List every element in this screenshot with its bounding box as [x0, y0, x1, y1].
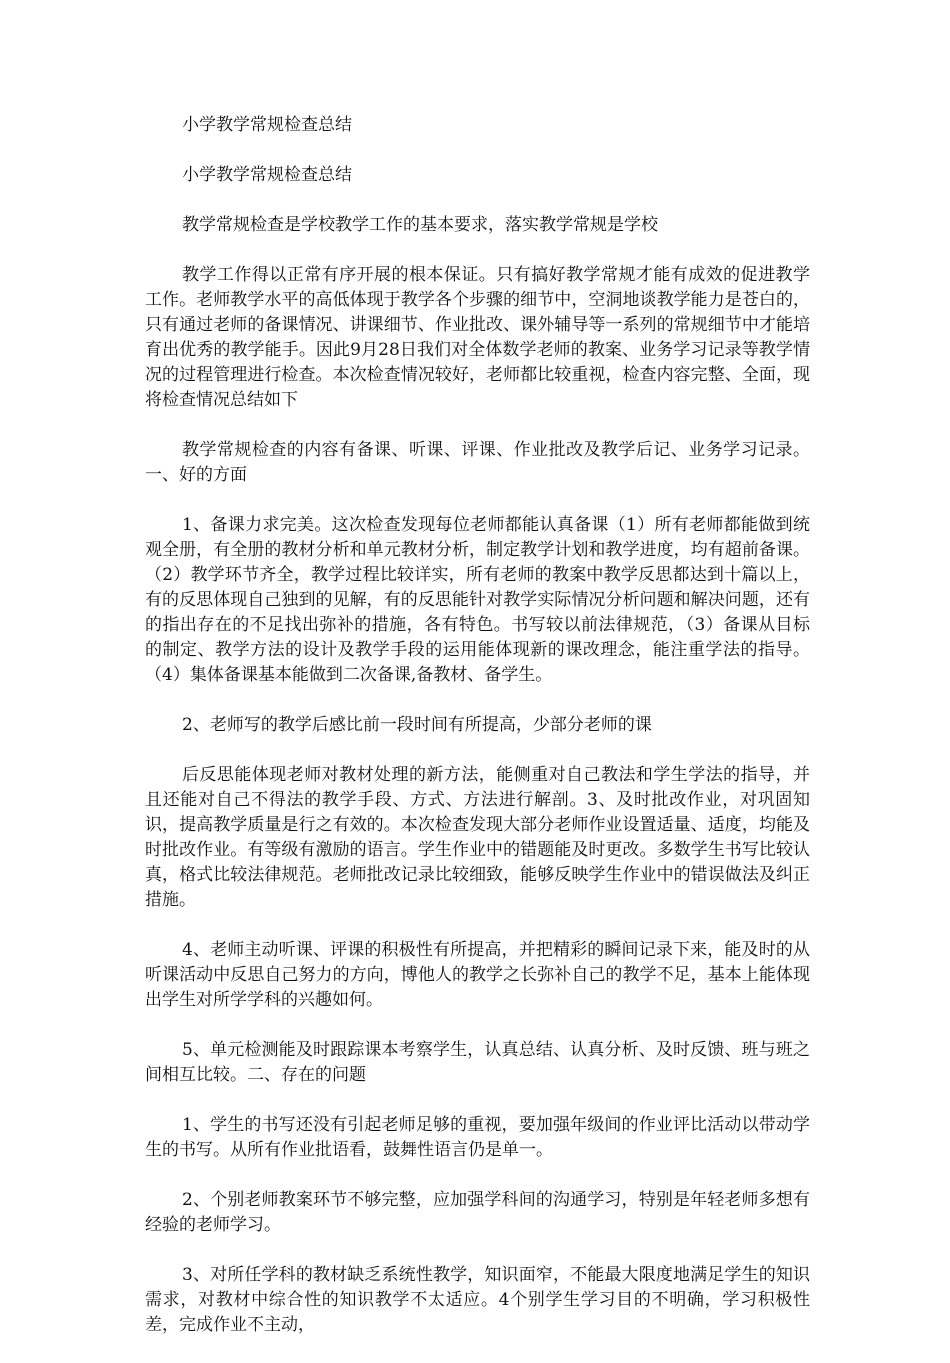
document-subtitle: 小学教学常规检查总结 — [182, 165, 352, 185]
paragraph-overview: 教学工作得以正常有序开展的根本保证。只有搞好教学常规才能有成效的促进教学工作。老师教学水平的高低体现于教学各个步骤的细节中，空洞地谈教学能力是苍白的，只有通过老师的备课情况、讲课细节、作业批改、课外辅导等一系列的常规细节中才能培育出优秀的教学能手。因此9月28日我们对全体数学老师的教案、业务学习记录等教学情况的过程管理进行检查。本次检查情况较好，老师都比较重视，检查内容完整、全面，现将检查情况总结如下 — [145, 265, 810, 410]
document-title: 小学教学常规检查总结 — [182, 115, 352, 135]
paragraph-problem-2: 2、个别老师教案环节不够完整，应加强学科间的沟通学习，特别是年轻老师多想有经验的老师学习。 — [145, 1190, 810, 1235]
paragraph-problem-3: 3、对所任学科的教材缺乏系统性教学，知识面窄，不能最大限度地满足学生的知识需求，对教材中综合性的知识教学不太适应。4个别学生学习目的不明确，学习积极性差，完成作业不主动， — [145, 1265, 810, 1335]
paragraph-intro: 教学常规检查是学校教学工作的基本要求，落实教学常规是学校 — [182, 215, 658, 235]
paragraph-problem-1: 1、学生的书写还没有引起老师足够的重视，要加强年级间的作业评比活动以带动学生的书写。从所有作业批语看，鼓舞性语言仍是单一。 — [145, 1115, 810, 1160]
paragraph-unit-test: 5、单元检测能及时跟踪课本考察学生，认真总结、认真分析、及时反馈、班与班之间相互比较。二、存在的问题 — [145, 1040, 810, 1085]
paragraph-lesson-prep: 1、备课力求完美。这次检查发现每位老师都能认真备课（1）所有老师都能做到统观全册，有全册的教材分析和单元教材分析，制定教学计划和教学进度，均有超前备课。（2）教学环节齐全，教学过程比较详实，所有老师的教案中教学反思都达到十篇以上，有的反思体现自己独到的见解，有的反思能针对教学实际情况分析问题和解决问题，还有的指出存在的不足找出弥补的措施，各有特色。书写较以前法律规范，（3）备课从目标的制定、教学方法的设计及教学手段的运用能体现新的课改理念，能注重学法的指导。（4）集体备课基本能做到二次备课,备教材、备学生。 — [145, 515, 810, 685]
paragraph-reflection-homework: 后反思能体现老师对教材处理的新方法，能侧重对自己教法和学生学法的指导，并且还能对自己不得法的教学手段、方式、方法进行解剖。3、及时批改作业，对巩固知识，提高教学质量是行之有效的。本次检查发现大部分老师作业设置适量、适度，均能及时批改作业。有等级有激励的语言。学生作业中的错题能及时更改。多数学生书写比较认真，格式比较法律规范。老师批改记录比较细致，能够反映学生作业中的错误做法及纠正措施。 — [145, 765, 810, 910]
paragraph-observation: 4、老师主动听课、评课的积极性有所提高，并把精彩的瞬间记录下来，能及时的从听课活动中反思自己努力的方向，博他人的教学之长弥补自己的教学不足，基本上能体现出学生对所学学科的兴趣如何。 — [145, 940, 810, 1010]
paragraph-reflection-start: 2、老师写的教学后感比前一段时间有所提高，少部分老师的课 — [182, 715, 652, 735]
document-page — [145, 113, 810, 1363]
paragraph-scope: 教学常规检查的内容有备课、听课、评课、作业批改及教学后记、业务学习记录。一、好的方面 — [145, 440, 810, 485]
